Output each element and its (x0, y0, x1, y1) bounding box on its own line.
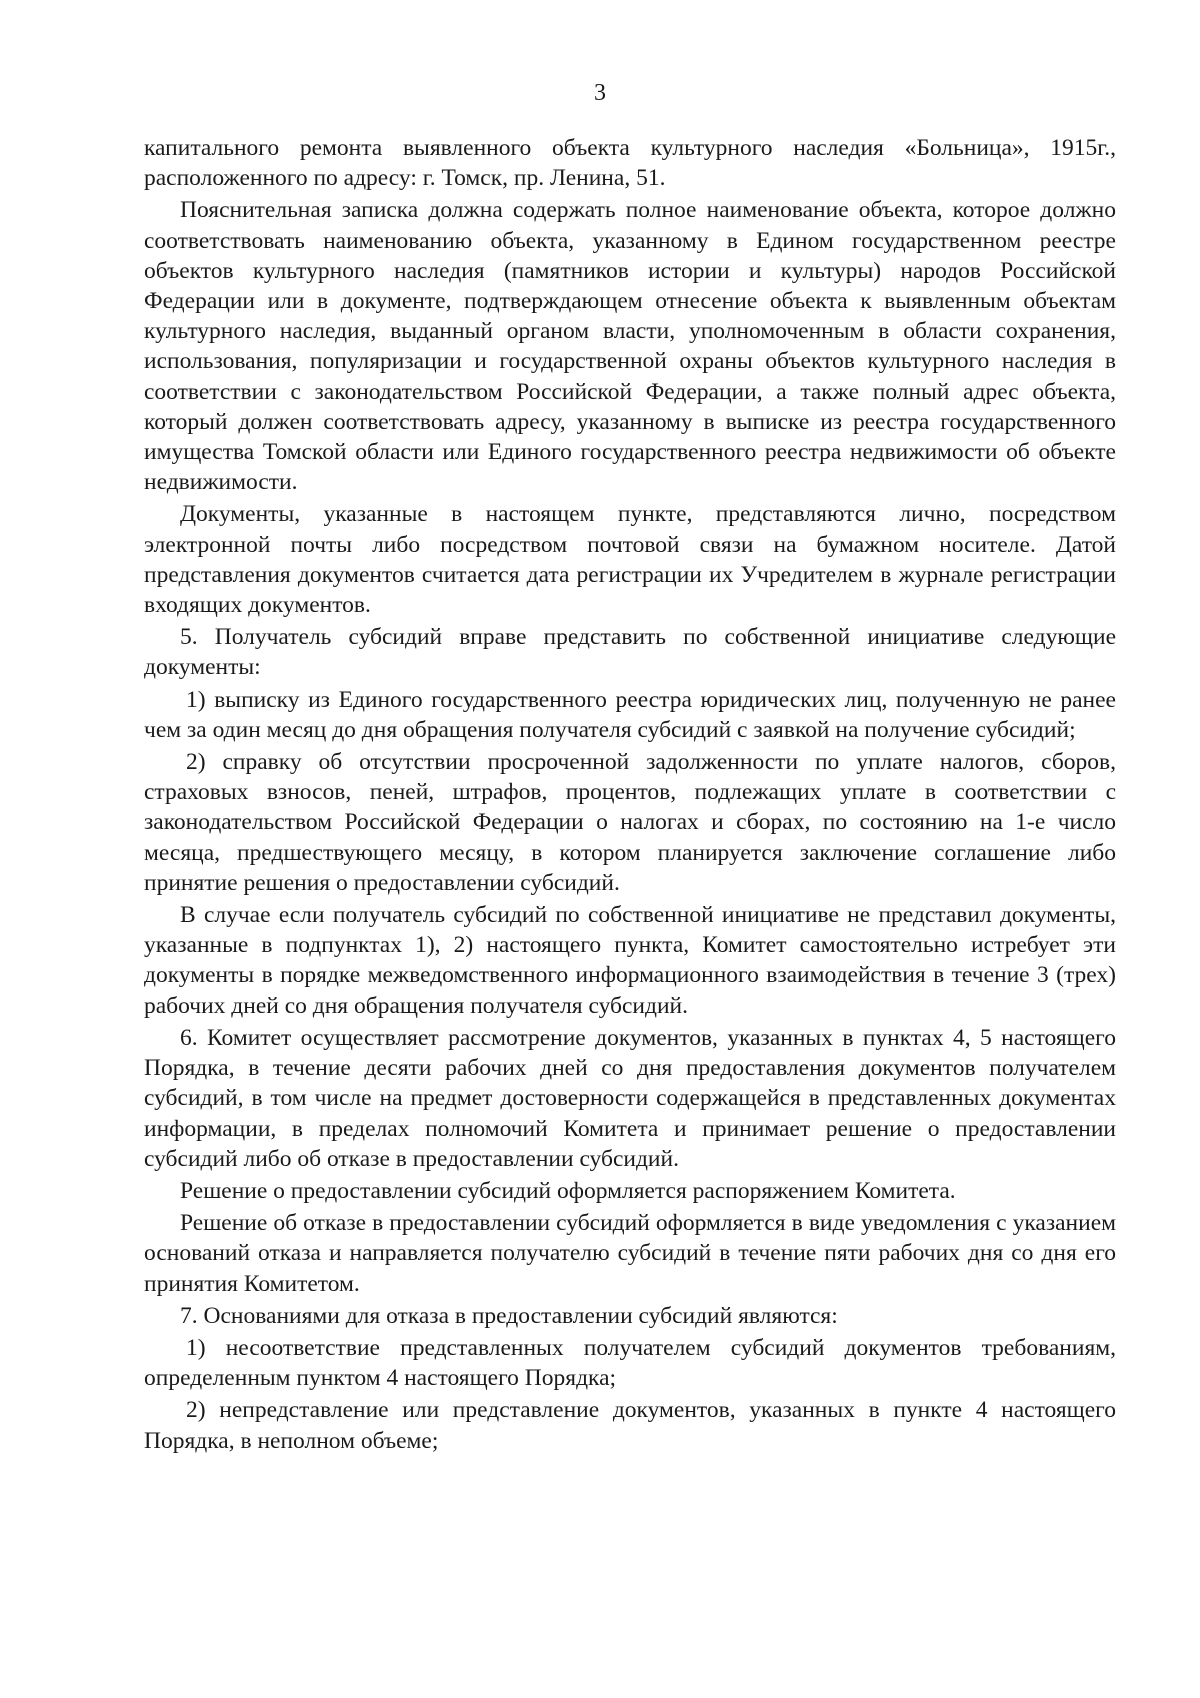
paragraph-explanatory-note: Пояснительная записка должна содержать полное наименование объекта, которое должно соответствовать наименованию объекта, указанному в Едином государственном реестре объектов культурного наследия (памятников истории и культуры) народов Российской Федерации или в документе, подтверждающем отнесение объекта к выявленным объектам культурного наследия, выданный органом власти, уполномоченным в области сохранения, использования, популяризации и государственной охраны объектов культурного наследия в соответствии с законодательством Российской Федерации, а также полный адрес объекта, который должен соответствовать адресу, указанному в выписке из реестра государственного имущества Томской области или Единого государственного реестра недвижимости об объекте недвижимости. (144, 197, 1116, 496)
paragraph-item-7-1: 1) несоответствие представленных получателем субсидий документов требованиям, определенным пунктом 4 настоящего Порядка; (144, 1334, 1116, 1392)
paragraph-item-6: 6. Комитет осуществляет рассмотрение документов, указанных в пунктах 4, 5 настоящего Порядка, в течение десяти рабочих дней со дня предоставления документов получателем субсидий, в том числе на предмет достоверности содержащейся в представленных документах информации, в пределах полномочий Комитета и принимает решение о предоставлении субсидий либо об отказе в предоставлении субсидий. (144, 1024, 1116, 1172)
paragraph-decision-refusal: Решение об отказе в предоставлении субсидий оформляется в виде уведомления с указанием оснований отказа и направляется получателю субсидий в течение пяти рабочих дня со дня его принятия Комитетом. (144, 1210, 1116, 1297)
paragraph-item-5: 5. Получатель субсидий вправе представить по собственной инициативе следующие документы: (144, 624, 1116, 681)
paragraph-item-5-1: 1) выписку из Единого государственного реестра юридических лиц, полученную не ранее чем за один месяц до дня обращения получателя субсидий с заявкой на получение субсидий; (144, 686, 1116, 743)
paragraph-item-5-2: 2) справку об отсутствии просроченной задолженности по уплате налогов, сборов, страховых взносов, пеней, штрафов, процентов, подлежащих уплате в соответствии с законодательством Российской Федерации о налогах и сборах, по состоянию на 1-е число месяца, предшествующего месяцу, в котором планируется заключение соглашение либо принятие решения о предоставлении субсидий. (144, 749, 1116, 896)
paragraph-documents-submission: Документы, указанные в настоящем пункте, представляются лично, посредством электронной почты либо посредством почтовой связи на бумажном носителе. Датой представления документов считается дата регистрации их Учредителем в журнале регистрации входящих документов. (144, 501, 1116, 619)
paragraph-interagency-request: В случае если получатель субсидий по собственной инициативе не представил документы, указанные в подпунктах 1), 2) настоящего пункта, Комитет самостоятельно истребует эти документы в порядке межведомственного информационного взаимодействия в течение 3 (трех) рабочих дней со дня обращения получателя субсидий. (144, 902, 1116, 1019)
paragraph-continuation: капитального ремонта выявленного объекта культурного наследия «Больница», 1915г., расположенного по адресу: г. Томск, пр. Ленина, 51. (144, 135, 1116, 192)
page-number: 3 (594, 80, 606, 106)
document-body (144, 133, 1116, 1456)
paragraph-item-7-2: 2) непредставление или представление документов, указанных в пункте 4 настоящего Порядка, в неполном объеме; (144, 1397, 1116, 1454)
paragraph-decision-grant: Решение о предоставлении субсидий оформляется распоряжением Комитета. (180, 1177, 956, 1204)
paragraph-item-7: 7. Основаниями для отказа в предоставлении субсидий являются: (180, 1302, 838, 1329)
